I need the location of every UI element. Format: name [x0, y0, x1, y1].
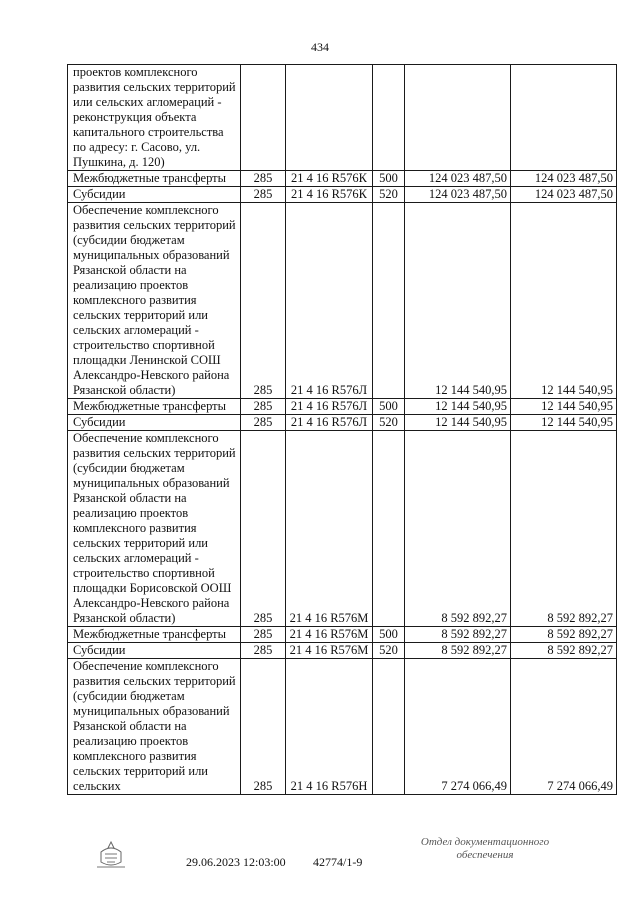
row-target: 21 4 16 R576М	[286, 431, 373, 627]
table-row	[68, 431, 617, 627]
row-amount-1: 8 592 892,27	[405, 431, 511, 627]
row-amount-1	[405, 65, 511, 171]
row-code: 285	[241, 187, 286, 203]
table-row	[68, 203, 617, 399]
row-amount-1: 7 274 066,49	[405, 659, 511, 795]
row-name: Межбюджетные трансферты	[68, 399, 241, 415]
row-amount-2: 124 023 487,50	[511, 171, 617, 187]
table-row	[68, 171, 617, 187]
row-type: 520	[373, 415, 405, 431]
row-code	[241, 65, 286, 171]
table-row	[68, 187, 617, 203]
table-row	[68, 627, 617, 643]
row-target: 21 4 16 R576Л	[286, 415, 373, 431]
row-type: 520	[373, 187, 405, 203]
budget-table	[67, 64, 617, 795]
row-amount-2: 8 592 892,27	[511, 431, 617, 627]
row-name: Субсидии	[68, 415, 241, 431]
row-amount-2: 12 144 540,95	[511, 399, 617, 415]
row-target: 21 4 16 R576Н	[286, 659, 373, 795]
table-row	[68, 399, 617, 415]
row-amount-2: 7 274 066,49	[511, 659, 617, 795]
row-amount-2	[511, 65, 617, 171]
row-code: 285	[241, 431, 286, 627]
row-amount-1: 12 144 540,95	[405, 399, 511, 415]
table-row	[68, 643, 617, 659]
row-amount-2: 12 144 540,95	[511, 415, 617, 431]
page-number: 434	[311, 40, 329, 54]
row-amount-1: 124 023 487,50	[405, 171, 511, 187]
row-target	[286, 65, 373, 171]
row-name: Межбюджетные трансферты	[68, 627, 241, 643]
table-row	[68, 415, 617, 431]
row-name: Субсидии	[68, 187, 241, 203]
row-type	[373, 659, 405, 795]
row-amount-1: 12 144 540,95	[405, 203, 511, 399]
stamp-line-1: Отдел документационного	[420, 836, 550, 848]
row-target: 21 4 16 R576Л	[286, 203, 373, 399]
row-amount-2: 8 592 892,27	[511, 627, 617, 643]
row-code: 285	[241, 659, 286, 795]
row-type	[373, 203, 405, 399]
row-amount-2: 124 023 487,50	[511, 187, 617, 203]
row-target: 21 4 16 R576К	[286, 171, 373, 187]
footer-date: 29.06.2023 12:03:00	[186, 855, 286, 869]
row-target: 21 4 16 R576К	[286, 187, 373, 203]
row-type: 500	[373, 627, 405, 643]
row-type: 500	[373, 399, 405, 415]
row-target: 21 4 16 R576М	[286, 627, 373, 643]
row-name: Субсидии	[68, 643, 241, 659]
row-code: 285	[241, 203, 286, 399]
row-code: 285	[241, 171, 286, 187]
stamp-line-2: обеспечения	[456, 849, 514, 861]
table-row	[68, 659, 617, 795]
row-name: Обеспечение комплексного развития сельских территорий (субсидии бюджетам муниципальных образований Рязанской области на реализацию проектов комплексного развития сельских территорий или сельских агломераций - строительство спортивной площадки Ленинской СОШ Александро-Невского района Рязанской области)	[68, 203, 241, 399]
row-target: 21 4 16 R576М	[286, 643, 373, 659]
row-amount-2: 12 144 540,95	[511, 203, 617, 399]
department-stamp	[405, 836, 565, 862]
row-name: Обеспечение комплексного развития сельских территорий (субсидии бюджетам муниципальных образований Рязанской области на реализацию проектов комплексного развития сельских территорий или сельских	[68, 659, 241, 795]
footer-reg-number: 42774/1-9	[313, 855, 363, 869]
row-amount-1: 8 592 892,27	[405, 627, 511, 643]
row-name: Межбюджетные трансферты	[68, 171, 241, 187]
row-name: Обеспечение комплексного развития сельских территорий (субсидии бюджетам муниципальных образований Рязанской области на реализацию проектов комплексного развития сельских территорий или сельских агломераций - строительство спортивной площадки Борисовской ООШ Александро-Невского района Рязанской области)	[68, 431, 241, 627]
row-type: 500	[373, 171, 405, 187]
row-target: 21 4 16 R576Л	[286, 399, 373, 415]
table-row	[68, 65, 617, 171]
row-amount-2: 8 592 892,27	[511, 643, 617, 659]
row-code: 285	[241, 399, 286, 415]
row-amount-1: 12 144 540,95	[405, 415, 511, 431]
emblem-icon	[93, 840, 129, 870]
row-type	[373, 431, 405, 627]
row-code: 285	[241, 415, 286, 431]
row-amount-1: 8 592 892,27	[405, 643, 511, 659]
row-type: 520	[373, 643, 405, 659]
row-name: проектов комплексного развития сельских территорий или сельских агломераций - реконструкция объекта капитального строительства по адресу: г. Сасово, ул. Пушкина, д. 120)	[68, 65, 241, 171]
row-code: 285	[241, 627, 286, 643]
row-amount-1: 124 023 487,50	[405, 187, 511, 203]
row-code: 285	[241, 643, 286, 659]
row-type	[373, 65, 405, 171]
